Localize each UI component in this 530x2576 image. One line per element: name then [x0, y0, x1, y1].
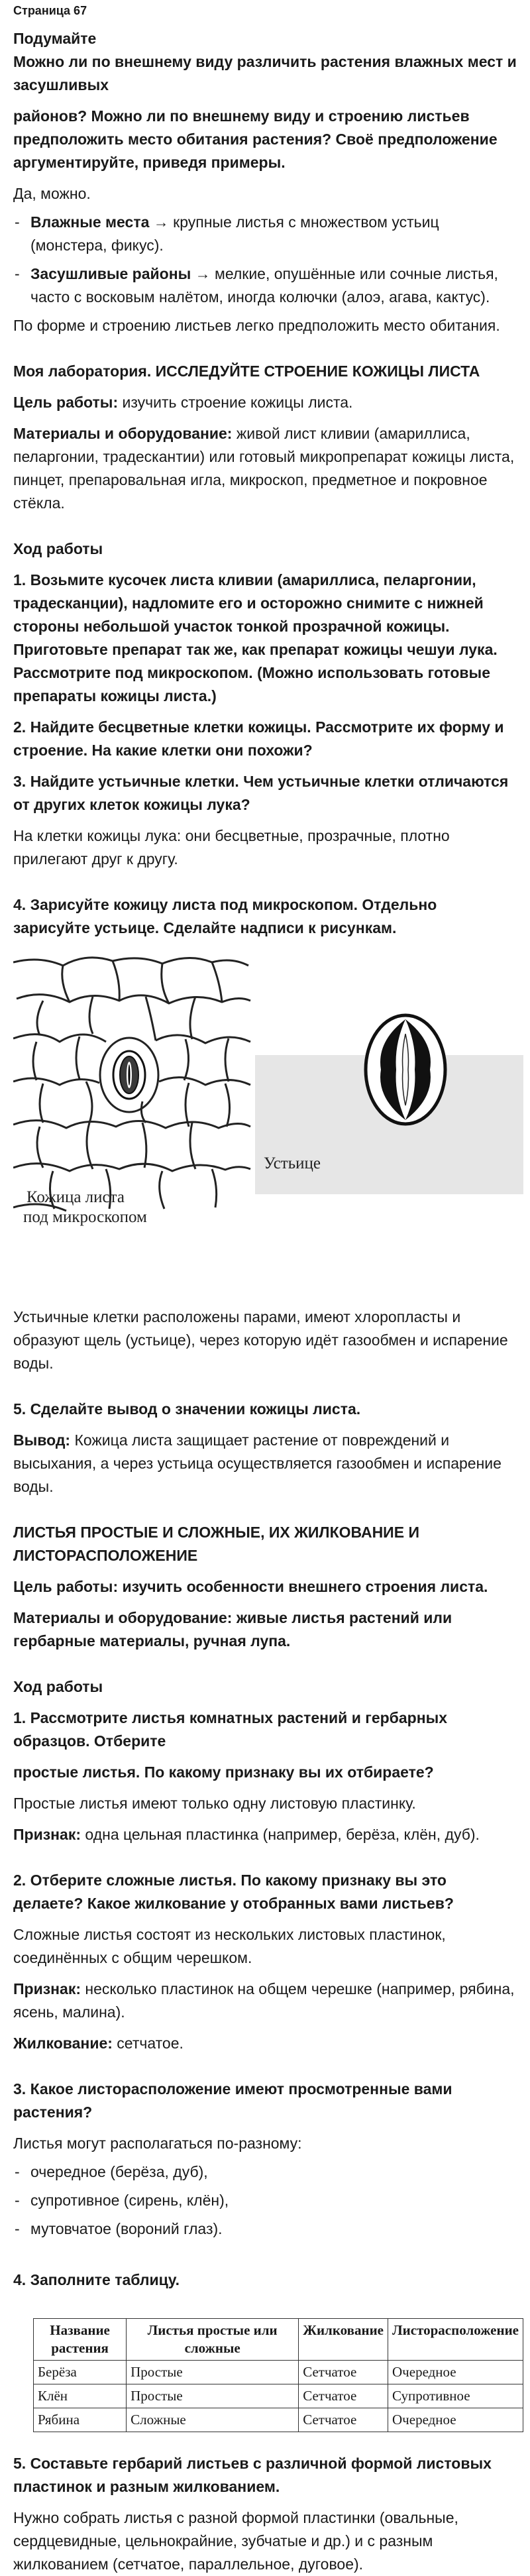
- conclusion-label: Вывод:: [13, 1431, 71, 1449]
- lab1-step-3-answer: На клетки кожицы лука: они бесцветные, прозрачные, плотно прилегают друг к другу.: [13, 827, 450, 868]
- lab2-step-4: 4. Заполните таблицу.: [13, 2271, 180, 2288]
- bullet-dry-areas: [13, 262, 517, 309]
- table-cell: Очередное: [388, 2408, 523, 2432]
- sign-label: Признак:: [13, 1826, 81, 1843]
- lab2-sign-2: [13, 1978, 517, 2024]
- table-cell: Берёза: [34, 2361, 127, 2384]
- lab1-step-4: 4. Зарисуйте кожицу листа под микроскопом. Отдельно зарисуйте устьице. Сделайте надписи к рисункам.: [13, 896, 437, 936]
- lab1-title: Моя лаборатория. ИССЛЕДУЙТЕ СТРОЕНИЕ КОЖИЦЫ ЛИСТА: [13, 363, 480, 380]
- think-answer: Да, можно.: [13, 185, 91, 202]
- lab2-step-1b: простые листья. По какому признаку вы их отбираете?: [13, 1764, 434, 1781]
- table-cell: Сложные: [127, 2408, 299, 2432]
- figure-label-skin-1: Кожица листа: [26, 1188, 125, 1206]
- lab1-step-3: 3. Найдите устьичные клетки. Чем устьичные клетки отличаются от других клеток кожицы лука?: [13, 773, 509, 813]
- lab2-step-1a: 1. Рассмотрите листья комнатных растений и гербарных образцов. Отберите: [13, 1709, 448, 1750]
- venation-text: сетчатое.: [112, 2035, 184, 2052]
- lab1-step-2: 2. Найдите бесцветные клетки кожицы. Рассмотрите их форму и строение. На какие клетки они похожи?: [13, 718, 504, 759]
- bullet-text: → мелкие, опушённые или сочные листья, часто с восковым налётом, иногда колючки (алоэ, агава, кактус).: [30, 265, 498, 306]
- table-header: Название растения: [34, 2319, 127, 2361]
- bullet-wet-places: [13, 211, 517, 257]
- plants-table: [33, 2318, 523, 2432]
- lab2-title: ЛИСТЬЯ ПРОСТЫЕ И СЛОЖНЫЕ, ИХ ЖИЛКОВАНИЕ И ЛИСТОРАСПОЛОЖЕНИЕ: [13, 1524, 419, 1564]
- lab2-goal: Цель работы: изучить особенности внешнего строения листа.: [13, 1578, 488, 1595]
- goal-label: Цель работы:: [13, 394, 119, 411]
- table-cell: Супротивное: [388, 2384, 523, 2408]
- goal-text: изучить строение кожицы листа.: [118, 394, 353, 411]
- bullet-label: Засушливые районы: [30, 265, 191, 282]
- table-cell: Клён: [34, 2384, 127, 2408]
- arrangement-item: - супротивное (сирень, клён),: [13, 2189, 517, 2212]
- table-header: Жилкование: [299, 2319, 388, 2361]
- lab2-step-5-answer: Нужно собрать листья с разной формой пластинки (овальные, сердцевидные, цельнокрайние, зубчатые и др.) и с разным жилкованием (сетчатое, параллельное, дуговое).: [13, 2509, 458, 2573]
- stoma-in-skin: [113, 1051, 145, 1099]
- table-row: [34, 2361, 523, 2384]
- table-header-row: [34, 2319, 523, 2361]
- materials-label: Материалы и оборудование:: [13, 425, 233, 442]
- bullet-label: Влажные места: [30, 213, 150, 231]
- sign-label: Признак:: [13, 1980, 81, 1997]
- lab2-progress-heading: Ход работы: [13, 1678, 103, 1695]
- venation-label: Жилкование:: [13, 2035, 113, 2052]
- lab2-materials: Материалы и оборудование: живые листья растений или гербарные материалы, ручная лупа.: [13, 1609, 452, 1650]
- lab1-materials: [13, 422, 517, 515]
- table-cell: Сетчатое: [299, 2361, 388, 2384]
- lab1-progress-heading: Ход работы: [13, 540, 103, 557]
- lab1-step-4-answer: Устьичные клетки расположены парами, имеют хлоропласты и образуют щель (устьице), через которую идёт газообмен и испарение воды.: [13, 1308, 508, 1372]
- table-cell: Сетчатое: [299, 2384, 388, 2408]
- lab2-step-2: 2. Отберите сложные листья. По какому признаку вы это делаете? Какое жилкование у отобранных вами листьев?: [13, 1872, 454, 1912]
- conclusion-text: Кожица листа защищает растение от повреждений и высыхания, а через устьица осуществляется газообмен и испарение воды.: [13, 1431, 502, 1495]
- microscope-figure: [13, 949, 523, 1241]
- table-row: [34, 2408, 523, 2432]
- table-cell: Сетчатое: [299, 2408, 388, 2432]
- lab2-step-1-answer: Простые листья имеют только одну листовую пластинку.: [13, 1795, 416, 1812]
- sign-text: одна цельная пластинка (например, берёза, клён, дуб).: [81, 1826, 480, 1843]
- bullet-text: → крупные листья с множеством устьиц (монстера, фикус).: [30, 213, 439, 254]
- lab2-venation: [13, 2032, 517, 2055]
- arrangement-item: - очередное (берёза, дуб),: [13, 2160, 517, 2184]
- table-cell: Простые: [127, 2361, 299, 2384]
- figure-label-skin-2: под микроскопом: [23, 1208, 147, 1226]
- stoma-drawing: [366, 1015, 445, 1124]
- figure-label-stoma: Устьице: [264, 1154, 321, 1172]
- think-heading: Подумайте: [13, 30, 97, 47]
- lab1-step-5: 5. Сделайте вывод о значении кожицы листа.: [13, 1400, 361, 1418]
- table-row: [34, 2384, 523, 2408]
- lab2-sign-1: [13, 1823, 517, 1846]
- think-question-2: районов? Можно ли по внешнему виду и строению листьев предположить место обитания растения? Своё предположение аргументируйте, приведя примеры.: [13, 107, 498, 171]
- table-cell: Очередное: [388, 2361, 523, 2384]
- materials-text: живой лист кливии (амариллиса, пеларгонии, традескантии) или готовый микропрепарат кожицы листа, пинцет, препаровальная игла, микроскоп, предметное и покровное стёкла.: [13, 425, 515, 512]
- lab2-step-3: 3. Какое листорасположение имеют просмотренные вами растения?: [13, 2080, 452, 2121]
- lab1-step-1: 1. Возьмите кусочек листа кливии (амариллиса, пеларгонии, традесканции), надломите его и осторожно снимите с нижней стороны небольшой участок тонкой прозрачной кожицы. Приготовьте препарат так же, как препарат кожицы чешуи лука. Рассмотрите под микроскопом. (Можно использовать готовые препараты кожицы листа.): [13, 571, 498, 704]
- think-conclusion: По форме и строению листьев легко предположить место обитания.: [13, 317, 500, 334]
- lab1-goal: [13, 391, 517, 414]
- leaf-skin-drawing: [13, 949, 523, 1241]
- table-cell: Простые: [127, 2384, 299, 2408]
- page-number: Страница 67: [13, 4, 87, 17]
- lab2-step-2-answer: Сложные листья состоят из нескольких листовых пластинок, соединённых с общим черешком.: [13, 1926, 446, 1966]
- lab1-conclusion: [13, 1429, 517, 1498]
- sign-text: несколько пластинок на общем черешке (например, рябина, ясень, малина).: [13, 1980, 515, 2021]
- lab2-step-5: 5. Составьте гербарий листьев с различной формой листовых пластинок и разным жилкованием.: [13, 2455, 492, 2495]
- lab2-step-3-answer: Листья могут располагаться по-разному:: [13, 2135, 302, 2152]
- think-question-1: Можно ли по внешнему виду различить растения влажных мест и засушливых: [13, 53, 517, 93]
- table-header: Листья простые или сложные: [127, 2319, 299, 2361]
- arrangement-item: - мутовчатое (вороний глаз).: [13, 2217, 517, 2241]
- table-cell: Рябина: [34, 2408, 127, 2432]
- table-header: Листорасположение: [388, 2319, 523, 2361]
